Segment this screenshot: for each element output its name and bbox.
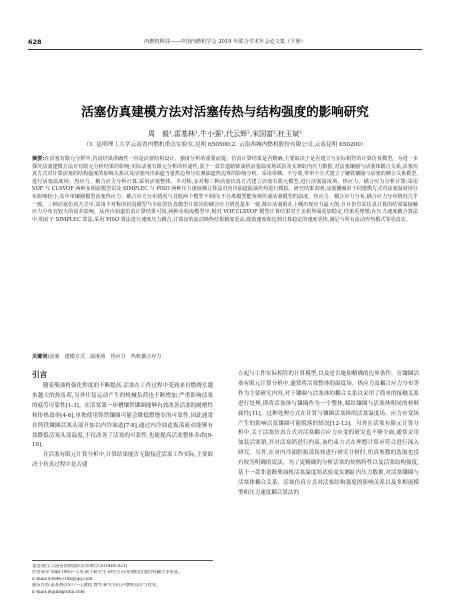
keywords-text: 活塞 建模方式 温度场 热应力 热机耦合应力 (49, 354, 162, 360)
journal-name: 内燃机科技——中国内燃机学会 2019 年联合学术年会论文集（下册） (144, 39, 306, 45)
footnote-corresponding-author: 通信作者:雷基林(1977—),教授,博导,研究方向:内燃机设计与优化。 (32, 583, 161, 589)
footnotes (32, 560, 213, 596)
abstract-label: 摘要: (32, 156, 45, 162)
keywords (32, 354, 418, 362)
author-list: 周 毅¹,雷基林¹,牛小强¹,代云辉²,宋国富²,杜玉斌² (148, 130, 302, 138)
author-affiliation: （1. 昆明理工大学云南省内燃机重点实验室,昆明 650500;2. 云南西城内燃机股份有限公司,云南昆明 650200） (83, 142, 367, 148)
footnote-author-email: E-mail:438463106@qq.com (32, 576, 93, 582)
page-number: 628 (28, 38, 42, 46)
abstract-text: 在活塞有限元分析中,仿真结果准确性一直是活塞结构设计、强度分析的重要前提。仿真计算结果是否精确,主要取决于是否建立与实际相符的计算仿真模型。为进一步探究活塞建模方法对有限元分析结果的影响,实际活塞有限元分析的传递性,基于一款非道路柴油机活塞温度场试验及实测缸内压力数据,对活塞镶圈与活塞体耦合关系,活塞仿真方式对计算活塞的结构强度的影响关系以及活塞内冷油道当量热边界与实测油道热边界的影响分析。采用单侧、不分离,带单个方式建立了镶铁镶圈与活塞的耦合关系模型,进行活塞温度场、热应力、耦合应力分析计算;采用活塞整体、半对称,多对称三种活塞仿真方式建立活塞有限元模型,进行活塞温度场、热应力、耦合应力分析计算;采用 VOF 与 CLSVOF 两种多相流模型以及 SIMPLEC 与 PISO 两种压力速度耦合算法对内冷油道振荡传热进行模拟。研究结果表明,活塞镶圈的不同建模方式对活塞温度场分布影响较小,其中单镶圈模型活塞热应力、耦合应力分布情况与其他两个模型不相同;不分离模型能客观传递活塞模型的温度、热应力、耦合应力分布,耦合应力分布情况几乎一致。三种活塞仿真方式中,采用半对称的仿真模型与全缸的仿真模型计算出的耦合应力情况基本一致,都在活塞销孔上侧出现应力最大值,并且仍有采仿真计算的结果属接触应力分布有较大的误差影响。从内冷油道仿真计算结果可知,两种多相流模型中,相对 VOF,CLSVOF 模型计算结果对于多相界面更加稳定,结果更理想;在压力速度耦合算法中,相对于 SIMPLEC 算法,采用 PISO 算法进行速度压力耦合,计算出的流动换热结果精度更高,收敛速度和达到计算稳定的速度更快,满足与所有流动传热模式等更真实。 (32, 156, 418, 223)
article-title: 活塞仿真建模方法对活塞传热与结构强度的影响研究 (81, 104, 369, 119)
body-column-right (238, 370, 419, 499)
body-paragraph: 随着柴油机强化程度的不断提高,活塞在工作过程中受到来自燃烧室越来越大的热负荷,另外往复运动产生的机械负荷也不断增加,严重影响活塞的疲劳可靠性[1-3]。在活塞第一环槽镶铁镶圈能够有效改善活塞的耐磨性和传热效率[4-6],单独使用铸铁镶圈可能会降低燃烧室的可靠性,因此通常在铸铁镶圈活塞头部开加以内冷油道[7-8],通过内冷油道振荡流动能够有效降低活塞头部温度,不仅改善了活塞的可靠性,也能提高活塞整体寿命[9-10]。 (32, 383, 213, 449)
body-paragraph: 在活塞有限元计算分析中,计算结果能否无限接近活塞工作实际,主要取决于仿真过程中是否建 (32, 452, 213, 469)
section-heading-introduction: 引言 (32, 370, 48, 379)
running-header (28, 38, 422, 50)
footnote-funding: 基金项目:云南省创新团队培育项目(2018HC021) (32, 564, 128, 569)
footnote-author-bio: 作者简介:周毅(1993—),男,硕士研究生,研究方向:柴油机活塞热机耦合等仿真。 (32, 570, 183, 576)
keywords-label: 关键词: (32, 354, 50, 360)
body-paragraph-continued: 立起与工作实际相符的计算模型,以及是否施加精确的边界条件。在镶圈活塞有限元计算分析中,通常将活塞整体的温度场、热应力及耦合应力分布等作为主要研究内容,对于镶圈与活塞体的耦合关系以采用了简单的接触关系进行处理,即将活塞体与镶圈作为一个整体,赋给镶圈与活塞体相同的材料属性[11]。这种处理方式在计算与镶圈活塞体的活塞温度场、应力应变场产生的影响以及镶圈可能脱落的情况[12-13]。另外在活塞有限元计算分析中,关于活塞仿真方式对活塞耦合应力应变的研究也不够全面,通常采用加装活塞销,并对活塞销进行约束,该约束方式在理想计算应符合进行深入研究。另外,在对内冷油腔振荡传热进行研究分析时,仿真参数的选取也没有较为明确的说法。为了更精确的分析活塞的传热特性以及活塞结构强度,基于一款非道路柴油机活塞温度场试验及实测缸内压力数据,对活塞镶圈与活塞体耦合关系、活塞仿真方式对活塞结构强度的影响关系以及多相流模型和压力速度耦合算法的 (238, 371, 419, 496)
abstract (32, 156, 418, 224)
body-column-left (32, 364, 213, 471)
footnote-corresponding-email: E-mail:leijilin@sina.com (32, 589, 85, 595)
